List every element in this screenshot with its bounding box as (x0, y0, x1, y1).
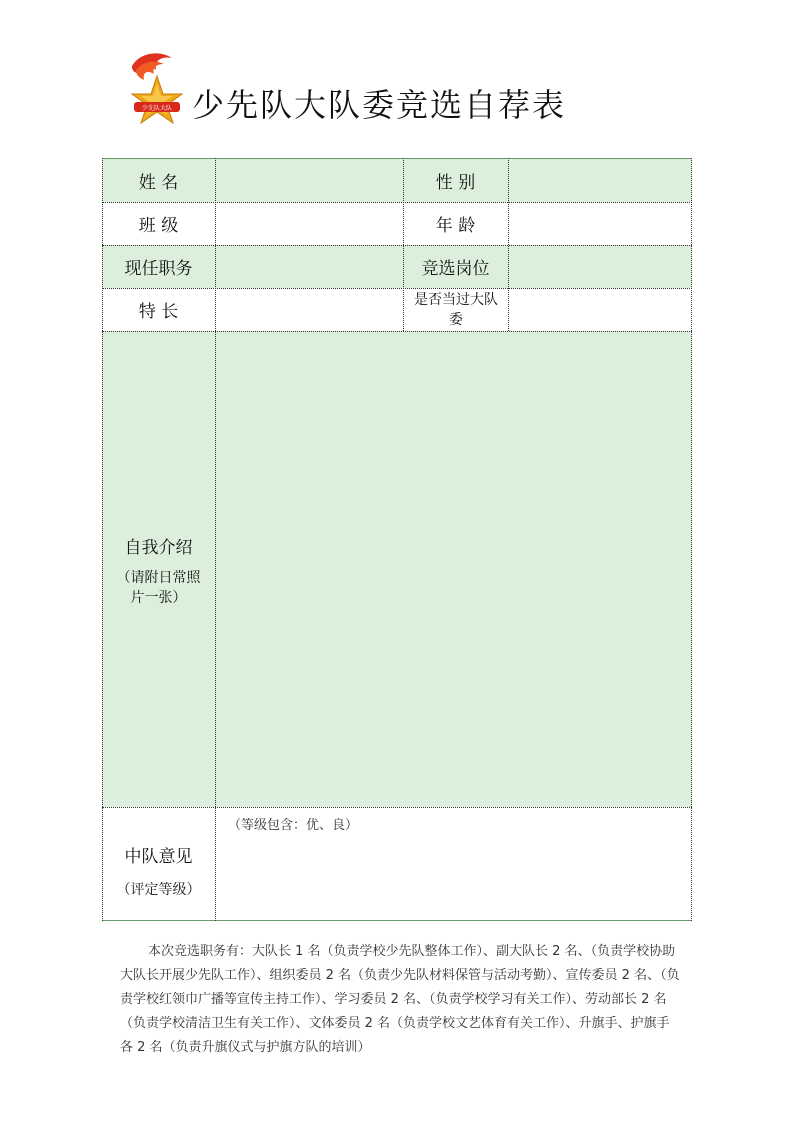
input-self-intro[interactable] (215, 331, 692, 807)
input-current-position[interactable] (215, 245, 403, 288)
row-position (102, 245, 692, 288)
label-squad-opinion: 中队意见 (124, 847, 193, 867)
grid-line (508, 158, 509, 331)
opinion-label-block (102, 842, 215, 899)
young-pioneers-flame-star-logo-icon (126, 52, 188, 126)
grid-line (102, 158, 103, 921)
label-gender: 性 别 (435, 172, 476, 193)
footer-note: 本次竞选职务有：大队长 1 名（负责学校少先队整体工作）、副大队长 2 名、（负责学校协助大队长开展少先队工作）、组织委员 2 名（负责少先队材料保管与活动考勤）、宣传委员 2 名、（负责学校红领巾广播等宣传主持工作）、学习委员 2 名、（负责学校学习有关工作）、劳动部长 2 名（负责学校清洁卫生有关工作）、文体委员 2 名（负责学校文艺体育有关工作）、升旗手、护旗手各 2 名（负责升旗仪式与护旗方队的培训） (120, 944, 680, 1055)
logo-text: 少先队大队 (141, 105, 173, 112)
self-intro-label-block (102, 533, 215, 608)
row-class-age (102, 202, 692, 245)
label-current-position: 现任职务 (124, 259, 193, 279)
label-age: 年 龄 (435, 216, 476, 236)
input-class[interactable] (215, 202, 403, 245)
label-former-member: 是否当过大队委 (414, 291, 498, 328)
grid-line (102, 807, 692, 808)
label-self-intro-sub: （请附日常照片一张） (116, 570, 201, 606)
label-squad-opinion-sub: （评定等级） (116, 882, 201, 898)
label-self-intro: 自我介绍 (124, 538, 193, 558)
input-gender[interactable] (508, 158, 692, 202)
row-name-gender (102, 158, 692, 202)
grid-line (102, 245, 692, 246)
label-name: 姓 名 (138, 172, 179, 193)
grid-line (102, 331, 692, 332)
label-class: 班 级 (138, 216, 179, 236)
grade-note: （等级包含：优、良） (228, 818, 359, 833)
application-form (102, 158, 692, 921)
table-top-border (102, 158, 692, 159)
grid-line (215, 158, 216, 921)
label-target-position: 竞选岗位 (421, 259, 490, 279)
input-former-member[interactable] (508, 288, 692, 331)
grid-line (102, 288, 692, 289)
input-age[interactable] (508, 202, 692, 245)
page-title: 少先队大队委竞选自荐表 (192, 86, 567, 124)
grid-line (403, 158, 404, 331)
input-talent[interactable] (215, 288, 403, 331)
input-target-position[interactable] (508, 245, 692, 288)
table-bottom-border (102, 920, 692, 921)
row-talent (102, 288, 692, 331)
label-talent: 特 长 (138, 302, 179, 322)
input-name[interactable] (215, 158, 403, 202)
grid-line (102, 202, 692, 203)
page-header (126, 50, 646, 130)
grid-line (691, 158, 692, 921)
